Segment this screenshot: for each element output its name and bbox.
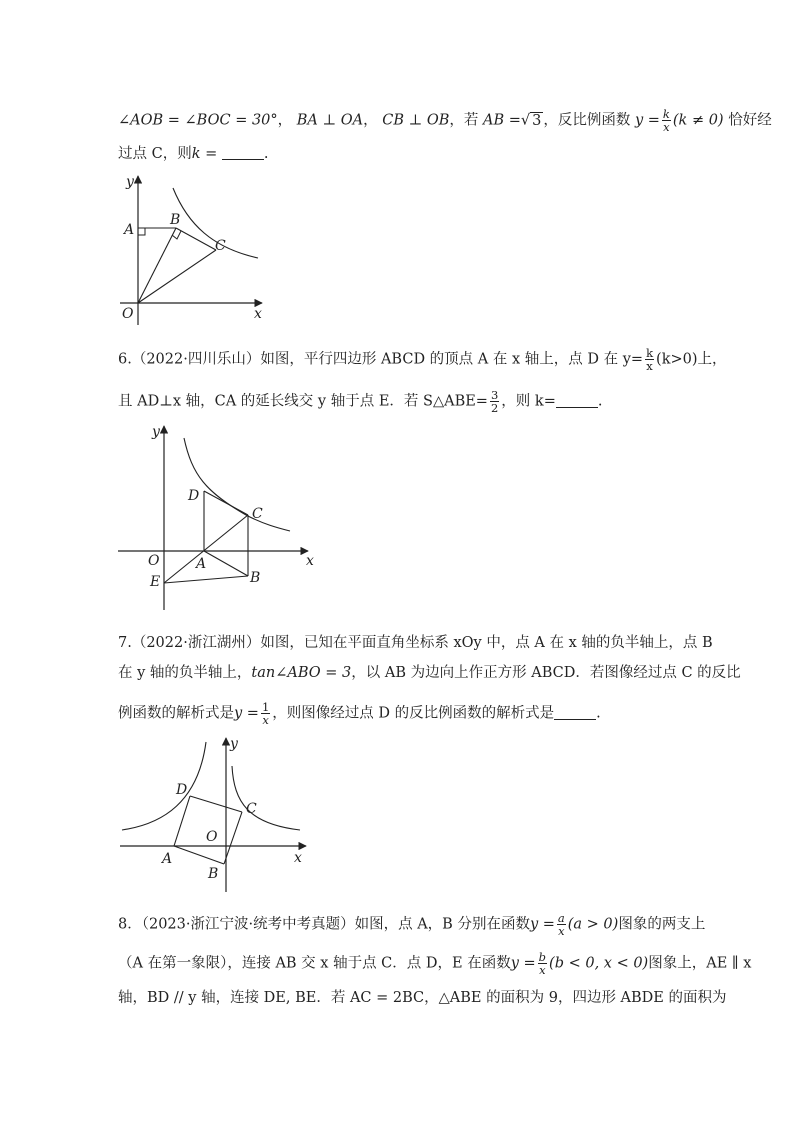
q7-y-eq: y = bbox=[234, 705, 259, 722]
frac-den: x bbox=[646, 359, 653, 373]
q8-line-1 bbox=[118, 912, 705, 937]
q6-tail: ，则 k= bbox=[501, 393, 556, 410]
q7-hyperbola-left bbox=[122, 742, 206, 830]
q5-fraction bbox=[662, 108, 671, 133]
q6-segment-dc bbox=[204, 491, 248, 515]
q6-hyperbola bbox=[184, 438, 290, 531]
q5-end: . bbox=[263, 146, 269, 162]
q5-condition-angles: ∠AOB = ∠BOC = 30° bbox=[118, 112, 278, 129]
q7-tan: tan∠ABO = 3 bbox=[251, 665, 352, 681]
q7-label-x: x bbox=[294, 850, 302, 866]
q8-y-eq: y = bbox=[529, 916, 555, 933]
frac-num: a bbox=[557, 911, 565, 925]
q5-figure bbox=[118, 170, 278, 330]
q5-condition-cb-ob: CB ⊥ OB bbox=[382, 112, 450, 129]
q5-label-o: O bbox=[122, 306, 134, 322]
q5-segment-bc bbox=[176, 228, 216, 250]
q7-line-2 bbox=[118, 663, 741, 683]
q5-text: 过点 C，则 bbox=[118, 146, 192, 162]
frac-den: x bbox=[558, 924, 565, 938]
q5-k-cond: (k ≠ 0) bbox=[672, 112, 724, 129]
q8-text: 轴，BD // y 轴，连接 DE, BE．若 AC = 2BC，△ABE 的面积为 9，四边形 ABDE 的面积为 bbox=[118, 990, 727, 1006]
q6-fraction bbox=[645, 347, 654, 372]
q6-end: . bbox=[597, 393, 603, 410]
frac-den: x bbox=[539, 963, 546, 977]
q5-line-2 bbox=[118, 144, 268, 164]
frac-num: 1 bbox=[261, 700, 270, 714]
q6-segment-ab bbox=[204, 551, 248, 576]
answer-blank[interactable] bbox=[222, 145, 264, 160]
q7-line-3 bbox=[118, 701, 601, 726]
q6-segment-eb bbox=[164, 576, 248, 583]
frac-den: x bbox=[663, 120, 670, 134]
q5-condition-ba-oa: BA ⊥ OA bbox=[296, 112, 364, 129]
q5-k-eq: k = bbox=[191, 146, 218, 162]
sqrt-symbol: √ bbox=[520, 112, 531, 129]
q6-segment-ec bbox=[164, 515, 248, 583]
q5-ab-eq: AB = bbox=[482, 112, 521, 129]
q6-label-c: C bbox=[252, 506, 263, 522]
q5-label-x: x bbox=[254, 306, 262, 322]
q7-text: ，以 AB 为边向上作正方形 ABCD．若图像经过点 C 的反比 bbox=[351, 665, 741, 681]
q8-line-2 bbox=[118, 951, 751, 976]
q5-sqrt-value: 3 bbox=[532, 112, 542, 129]
q6-label-x: x bbox=[306, 553, 314, 569]
q7-text: 在 y 轴的负半轴上， bbox=[118, 665, 252, 681]
q7-hyperbola-right bbox=[232, 766, 300, 830]
frac-num: k bbox=[646, 346, 654, 360]
q6-text: 且 AD⊥x 轴，CA 的延长线交 y 轴于点 E．若 S△ABE= bbox=[118, 393, 488, 410]
q6-label-d: D bbox=[188, 488, 200, 504]
q5-sep: ，若 bbox=[449, 112, 479, 129]
q6-figure bbox=[118, 420, 328, 620]
q8-text: 图象上，AE ∥ x bbox=[648, 955, 752, 972]
q6-label-e: E bbox=[150, 574, 161, 590]
q7-text: 7.（2022·浙江湖州）如图，已知在平面直角坐标系 xOy 中，点 A 在 x 轴的负半轴上，点 B bbox=[118, 635, 713, 651]
q8-cond: (a > 0) bbox=[567, 916, 619, 933]
frac-den: x bbox=[262, 713, 269, 727]
q6-line-2 bbox=[118, 389, 602, 414]
q5-label-y: y bbox=[126, 174, 134, 190]
q5-sep: ， bbox=[277, 112, 293, 129]
q7-label-a: A bbox=[162, 851, 173, 867]
frac-num: b bbox=[538, 950, 547, 964]
q5-right-angle-a bbox=[138, 228, 145, 235]
q5-segment-ob bbox=[138, 228, 176, 303]
q8-y-eq: y = bbox=[510, 955, 536, 972]
q7-label-o: O bbox=[206, 829, 218, 845]
q7-segment-ab bbox=[174, 846, 224, 864]
q7-segment-cd bbox=[190, 796, 242, 812]
q7-end: . bbox=[596, 705, 601, 722]
q7-text: ，则图像经过点 D 的反比例函数的解析式是 bbox=[272, 705, 555, 722]
q5-label-b: B bbox=[170, 212, 181, 228]
q8-fraction bbox=[557, 912, 566, 937]
q5-y-eq: y = bbox=[634, 112, 660, 129]
q8-line-3 bbox=[118, 988, 727, 1008]
q5-label-a: A bbox=[124, 222, 135, 238]
q7-line-1 bbox=[118, 633, 713, 653]
q5-line-1 bbox=[118, 108, 772, 133]
q8-text: 图象的两支上 bbox=[618, 916, 706, 933]
q6-tail: (k>0)上， bbox=[656, 351, 727, 368]
q5-tail: 恰好经 bbox=[728, 112, 772, 129]
q7-figure bbox=[118, 732, 318, 897]
q6-label-b: B bbox=[250, 570, 261, 586]
q5-label-c: C bbox=[215, 238, 226, 254]
q7-fraction bbox=[261, 701, 270, 726]
q7-text: 例函数的解析式是 bbox=[118, 705, 234, 722]
frac-num: k bbox=[662, 107, 670, 121]
q7-label-c: C bbox=[246, 801, 257, 817]
frac-den: 2 bbox=[490, 401, 499, 415]
q6-label-a: A bbox=[196, 556, 207, 572]
q5-mid-text: ，反比例函数 bbox=[543, 112, 631, 129]
q8-fraction bbox=[538, 951, 547, 976]
q6-fraction bbox=[490, 389, 499, 414]
q7-segment-da bbox=[174, 796, 190, 846]
q7-label-d: D bbox=[176, 782, 188, 798]
q7-segment-bc bbox=[224, 812, 242, 864]
q6-label-y: y bbox=[152, 424, 160, 440]
q6-label-o: O bbox=[148, 553, 160, 569]
q7-label-y: y bbox=[230, 736, 238, 752]
q8-cond: (b < 0, x < 0) bbox=[549, 955, 649, 972]
q6-text: 6.（2022·四川乐山）如图，平行四边形 ABCD 的顶点 A 在 x 轴上，点 D 在 y= bbox=[118, 351, 644, 368]
q6-line-1 bbox=[118, 347, 727, 372]
answer-blank[interactable] bbox=[554, 705, 596, 720]
q7-label-b: B bbox=[208, 866, 219, 882]
q5-segment-oc bbox=[138, 250, 216, 303]
q5-sep: ， bbox=[363, 112, 378, 129]
q8-text: （A 在第一象限），连接 AB 交 x 轴于点 C．点 D，E 在函数 bbox=[118, 955, 511, 972]
answer-blank[interactable] bbox=[556, 393, 598, 408]
q8-text: 8．（2023·浙江宁波·统考中考真题）如图，点 A，B 分别在函数 bbox=[118, 916, 530, 933]
frac-num: 3 bbox=[490, 388, 499, 402]
